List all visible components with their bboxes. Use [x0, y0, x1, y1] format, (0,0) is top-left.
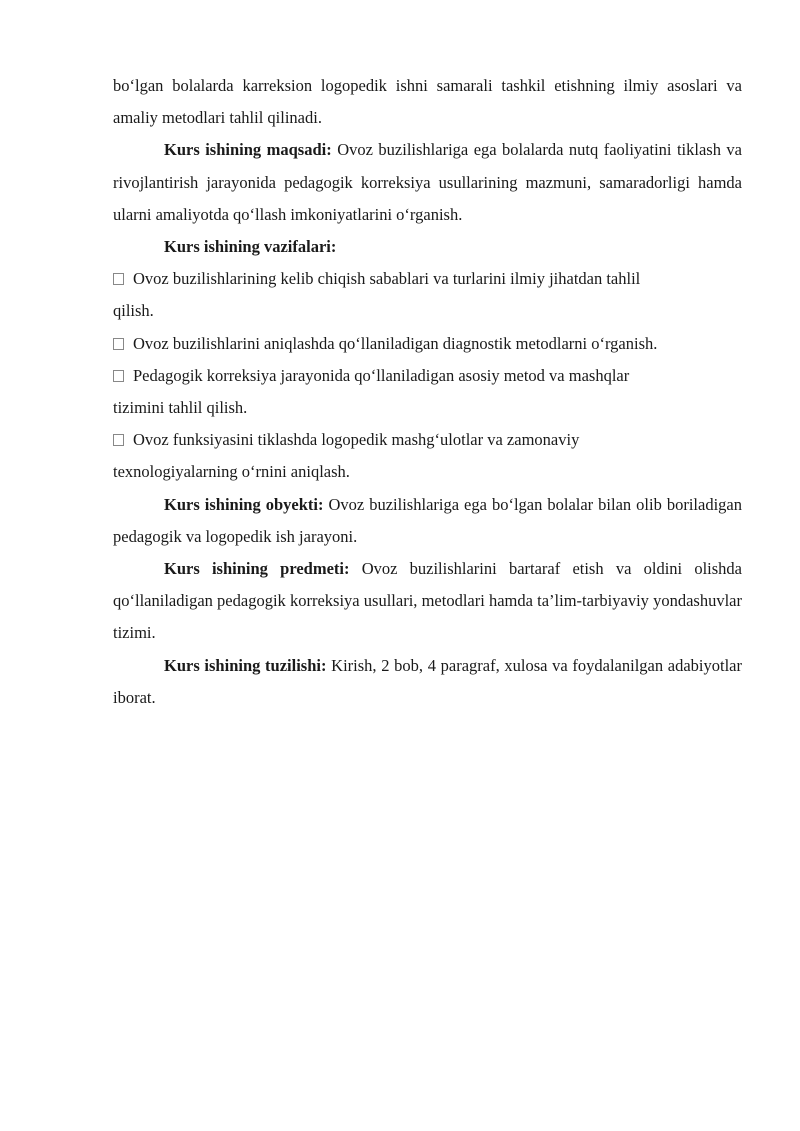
- subject-text: Ovoz buzilishlarini bartaraf etish va oldini olishda qo‘llaniladigan pedagogik korreksiya usullari, metodlari hamda ta’lim-tarbiyaviy yondashuvlar tizimi.: [113, 559, 742, 643]
- tasks-heading: [113, 231, 742, 263]
- structure-text: Kirish, 2 bob, 4 paragraf, xulosa va foydalanilgan adabiyotlar iborat.: [113, 655, 743, 707]
- task-text-continued: texnologiyalarning o‘rnini aniqlash.: [113, 462, 350, 482]
- intro-paragraph: bo‘lgan bolalarda karreksion logopedik ishni samarali tashkil etishning ilmiy asoslari va amaliy metodlari tahlil qilinadi.: [113, 76, 742, 128]
- task-text: Ovoz buzilishlarini aniqlashda qo‘llaniladigan diagnostik metodlarni o‘rganish.: [133, 333, 658, 353]
- subject-paragraph: [113, 553, 742, 650]
- task-item: [113, 328, 742, 360]
- bullet-icon: [113, 273, 124, 285]
- task-item: [113, 424, 742, 488]
- task-item: [113, 360, 742, 424]
- task-item: [113, 263, 742, 327]
- task-text-continued: tizimini tahlil qilish.: [113, 398, 248, 418]
- task-text: Ovoz buzilishlarining kelib chiqish sabablari va turlarini ilmiy jihatdan tahlil: [133, 269, 641, 289]
- object-label: Kurs ishining obyekti:: [164, 494, 324, 514]
- object-text: Ovoz buzilishlariga ega bo‘lgan bolalar bilan olib boriladigan pedagogik va logopedik ish jarayoni.: [113, 494, 742, 546]
- task-text: Ovoz funksiyasini tiklashda logopedik mashg‘ulotlar va zamonaviy: [133, 430, 580, 450]
- goal-label: Kurs ishining maqsadi:: [164, 140, 332, 160]
- tasks-label: Kurs ishining vazifalari:: [164, 237, 337, 257]
- goal-text: Ovoz buzilishlariga ega bolalarda nutq faoliyatini tiklash va rivojlantirish jarayonida pedagogik korreksiya usullarining mazmuni, samaradorligi hamda ularni amaliyotda qo‘llash imkoniyatlarini o‘rganish.: [113, 140, 743, 224]
- bullet-icon: [113, 370, 124, 382]
- object-paragraph: [113, 489, 742, 553]
- task-text-continued: qilish.: [113, 301, 154, 321]
- goal-paragraph: [113, 134, 742, 231]
- subject-label: Kurs ishining predmeti:: [164, 559, 350, 579]
- document-body: [113, 70, 742, 714]
- structure-label: Kurs ishining tuzilishi:: [164, 655, 327, 675]
- bullet-icon: [113, 338, 124, 350]
- bullet-icon: [113, 434, 124, 446]
- task-text: Pedagogik korreksiya jarayonida qo‘llaniladigan asosiy metod va mashqlar: [133, 365, 630, 385]
- structure-paragraph: [113, 650, 742, 714]
